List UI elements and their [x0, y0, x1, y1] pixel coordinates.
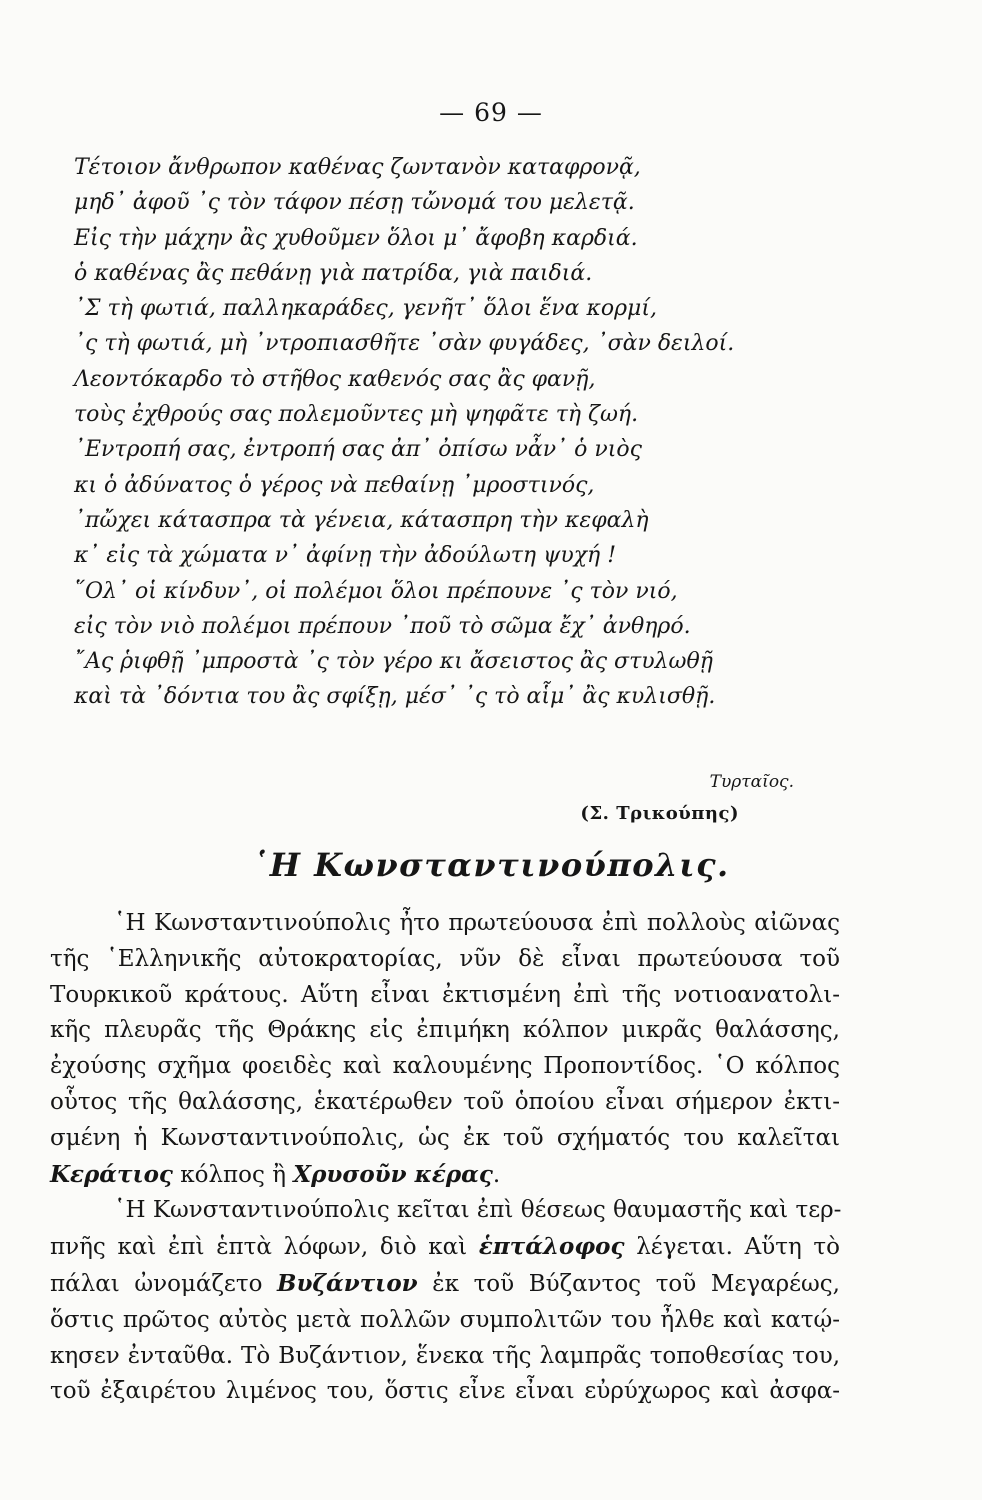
prose-line — [50, 1303, 840, 1339]
prose-text: πνῆς καὶ ἐπὶ ἑπτὰ λόφων, διὸ καὶ — [50, 1234, 479, 1261]
prose-line — [50, 1193, 840, 1229]
poem-line: ᾽πὤχει κάτασπρα τὰ γένεια, κάτασπρη τὴν κεφαλὴ — [74, 507, 649, 533]
prose-line — [50, 1013, 840, 1049]
prose-text: . — [492, 1161, 501, 1188]
poem-line: εἰς τὸν νιὸ πολέμοι πρέπουν ᾽ποῦ τὸ σῶμα ἔχ᾽ ἀνθηρό. — [74, 613, 691, 639]
prose-text: κῆς πλευρᾶς τῆς Θράκης εἰς ἐπιμήκη κόλπον μικρᾶς θαλάσσης, — [50, 1017, 840, 1044]
poem-line: ᾽ς τὴ φωτιά, μὴ ᾽ντροπιασθῆτε ᾽σὰν φυγάδες, ᾽σὰν δειλοί. — [74, 331, 735, 357]
poem-line: καὶ τὰ ᾽δόντια του ἂς σφίξῃ, μέσ᾽ ᾽ς τὸ αἷμ᾽ ἂς κυλισθῇ. — [74, 684, 716, 710]
prose-text: Τουρκικοῦ κράτους. Αὕτη εἶναι ἐκτισμένη ἐπὶ τῆς νοτιοανατολι- — [50, 981, 840, 1008]
prose-text: πάλαι ὠνομάζετο — [50, 1270, 278, 1297]
prose-text: οὗτος τῆς θαλάσσης, ἑκατέρωθεν τοῦ ὁποίου εἶναι σήμερον ἐκτι- — [50, 1088, 840, 1115]
prose-text: ῾Η Κωνσταντινούπολις κεῖται ἐπὶ θέσεως θαυμαστῆς καὶ τερ- — [114, 1197, 842, 1224]
prose-line — [50, 906, 840, 942]
poem-line: τοὺς ἐχθρούς σας πολεμοῦντες μὴ ψηφᾶτε τὴ ζωή. — [74, 402, 639, 428]
poem-line: ῞Ολ᾽ οἱ κίνδυν᾽, οἱ πολέμοι ὅλοι πρέπουνε ᾽ς τὸν νιό, — [74, 578, 678, 604]
poem-line: κι ὁ ἀδύνατος ὁ γέρος νὰ πεθαίνῃ ᾽μροστινός, — [74, 472, 595, 498]
prose-text: κόλπος ἢ — [172, 1161, 294, 1188]
poem-translator: (Σ. Τρικούπης) — [580, 803, 739, 824]
prose-line — [50, 978, 840, 1014]
prose-line — [50, 1157, 840, 1194]
prose-body — [50, 906, 840, 1410]
poem-line: ᾽Εντροπή σας, ἐντροπή σας ἀπ᾽ ὀπίσω νἆν᾽ ὁ νιὸς — [74, 437, 642, 463]
poem-author: Τυρταῖος. — [709, 772, 794, 792]
poem-line: ᾽Σ τὴ φωτιά, παλληκαράδες, γενῆτ᾽ ὅλοι ἕνα κορμί, — [74, 296, 657, 322]
poem-line: Τέτοιον ἄνθρωπον καθένας ζωντανὸν καταφρονᾷ, — [74, 155, 641, 180]
poem-line: Εἰς τὴν μάχην ἂς χυθοῦμεν ὅλοι μ᾽ ἄφοβη καρδιά. — [74, 225, 638, 251]
prose-line — [50, 942, 840, 978]
keyword-chrysoun-keras: Χρυσοῦν κέρας — [293, 1160, 493, 1188]
prose-line — [50, 1266, 840, 1303]
prose-text: ἐκ τοῦ Βύζαντος τοῦ Μεγαρέως, — [417, 1270, 840, 1297]
prose-line — [50, 1121, 840, 1157]
prose-line — [50, 1339, 840, 1375]
prose-text: ῾Η Κωνσταντινούπολις ἦτο πρωτεύουσα ἐπὶ πολλοὺς αἰῶνας — [114, 910, 840, 936]
prose-text: λέγεται. Αὕτη τὸ — [624, 1234, 840, 1261]
keyword-vyzantion: Βυζάντιον — [277, 1269, 418, 1297]
prose-line — [50, 1229, 840, 1266]
section-title: ῾Η Κωνσταντινούπολις. — [252, 846, 730, 884]
prose-line — [50, 1049, 840, 1085]
prose-text: σμένη ἡ Κωνσταντινούπολις, ὡς ἐκ τοῦ σχήματός του καλεῖται — [50, 1124, 840, 1151]
prose-line — [50, 1374, 840, 1410]
keyword-eptalofos: ἑπτάλοφος — [478, 1233, 625, 1261]
page-number: — 69 — — [439, 98, 543, 127]
poem-line: ὁ καθένας ἂς πεθάνῃ γιὰ πατρίδα, γιὰ παιδιά. — [74, 260, 593, 286]
prose-text: ὅστις πρῶτος αὐτὸς μετὰ πολλῶν συμπολιτῶν του ἦλθε καὶ κατῴ- — [50, 1306, 840, 1333]
prose-text: κησεν ἐνταῦθα. Τὸ Βυζάντιον, ἕνεκα τῆς λαμπρᾶς τοποθεσίας του, — [50, 1342, 840, 1369]
prose-text: ἐχούσης σχῆμα φοειδὲς καὶ καλουμένης Προποντίδος. ῾Ο κόλπος — [50, 1053, 840, 1080]
prose-line — [50, 1085, 840, 1121]
poem — [74, 150, 794, 715]
prose-text: τῆς ῾Ελληνικῆς αὐτοκρατορίας, νῦν δὲ εἶναι πρωτεύουσα τοῦ — [50, 945, 840, 972]
poem-line: ῎Ας ῥιφθῇ ᾽μπροστὰ ᾽ς τὸν γέρο κι ἄσειστος ἂς στυλωθῇ — [74, 649, 713, 675]
poem-line: κ᾽ εἰς τὰ χώματα ν᾽ ἀφίνῃ τὴν ἀδούλωτη ψυχή ! — [74, 543, 617, 569]
keyword-kerατιος: Κεράτιος — [50, 1160, 173, 1188]
poem-line: μηδ᾽ ἀφοῦ ᾽ς τὸν τάφον πέσῃ τὤνομά του μελετᾷ. — [74, 190, 635, 216]
poem-line: Λεοντόκαρδο τὸ στῆθος καθενός σας ἂς φανῇ, — [74, 366, 596, 392]
prose-text: τοῦ ἐξαιρέτου λιμένος του, ὅστις εἶνε εἶναι εὐρύχωρος καὶ ἀσφα- — [50, 1378, 840, 1405]
